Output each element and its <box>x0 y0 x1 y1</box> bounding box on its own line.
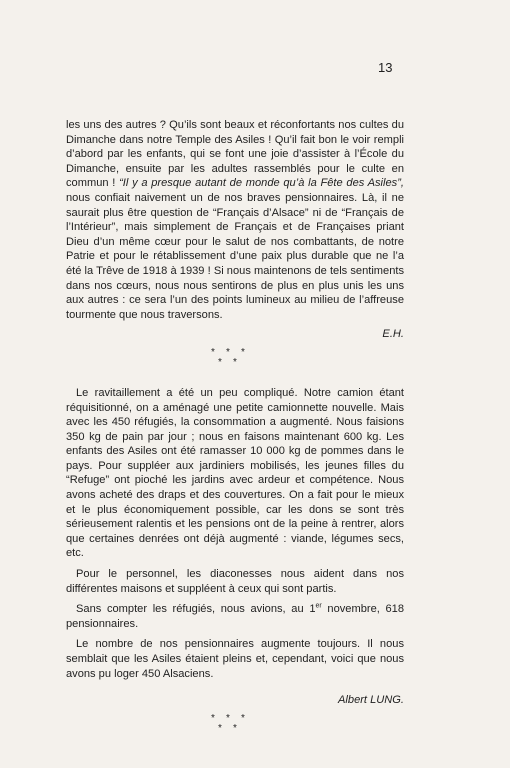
quote-fete-des-asiles: “Il y a presque autant de monde qu’à la Fête des Asiles”, <box>119 177 404 190</box>
paragraph-pensionnaires-start: Sans compter les réfugiés, nous avions, au 1 <box>76 603 316 616</box>
star-icon: * <box>226 712 230 724</box>
star-separator-1 <box>66 344 404 374</box>
ordinal-superscript: er <box>315 602 322 610</box>
star-icon: * <box>211 346 215 358</box>
signature-eh: E.H. <box>382 328 404 341</box>
star-icon: * <box>218 356 222 368</box>
star-icon: * <box>218 722 222 734</box>
paragraph-cultes-start: les uns des autres ? Qu’ils sont beaux et réconfortants nos cultes du Dimanche dans notre Temple des Asiles ! Qu’il fait bon le voir rempli d’abord par les enfants, qui se font une joie d’assister à l’École du Dimanche, ensuite par les adultes rassemblés pour le culte en commun ! <box>66 119 404 190</box>
star-icon: * <box>241 346 245 358</box>
star-icon: * <box>241 712 245 724</box>
paragraph-personnel: Pour le personnel, les diaconesses nous aident dans nos différentes maisons et suppléent à ceux qui sont partis. <box>66 568 404 595</box>
star-icon: * <box>233 356 237 368</box>
paragraph-ravitaillement: Le ravitaillement a été un peu compliqué. Notre camion étant réquisitionné, on a aménagé une petite camionnette nouvelle. Mais avec les 450 réfugiés, la consommation a augmenté. Nous faisions 350 kg de pain par jour ; nous en faisons maintenant 600 kg. Les enfants des Asiles ont été ramasser 10 000 kg de pommes dans le pays. Pour suppléer aux jardiniers mobilisés, les jeunes filles du “Refuge” ont pioché les jardins avec ardeur et compétence. Nous avons acheté des draps et des couvertures. On a fait pour le mieux et le plus économiquement possible, car les dons se sont très sérieusement ralentis et les pensions ont de la peine à rentrer, alors que certaines denrées ont déjà augmenté : viande, légumes secs, etc. <box>66 386 404 560</box>
paragraph-pensionnaires-count <box>66 602 404 631</box>
paragraph-cultes <box>66 118 404 322</box>
star-icon: * <box>233 722 237 734</box>
document-body <box>66 118 404 752</box>
paragraph-pensionnaires-end: novembre, 618 pensionnaires. <box>66 603 404 630</box>
paragraph-cultes-end: nous confiait naivement un de nos braves pensionnaires. Là, il ne saurait plus être question de “Français d’Alsace” ni de “Français de l’Intérieur”, mais simplement de Français et de Françaises priant Dieu d’un même cœur pour le salut de nos combattants, de notre Patrie et pour le rétablissement d’une paix plus durable que ne l’a été la Trêve de 1918 à 1939 ! Si nous maintenons de tels sentiments dans nos cœurs, nous nous sentirons de plus en plus unis les uns aux autres : ce sera l’un des points lumineux au milieu de l’affreuse tourmente que nous traversons. <box>66 191 404 321</box>
star-icon: * <box>226 346 230 358</box>
page-number: 13 <box>378 60 393 75</box>
star-separator-2 <box>66 710 404 740</box>
paragraph-alsaciens: Le nombre de nos pensionnaires augmente toujours. Il nous semblait que les Asiles étaient pleins et, cependant, voici que nous avons pu loger 450 Alsaciens. <box>66 638 404 680</box>
star-icon: * <box>211 712 215 724</box>
signature-albert-lung: Albert LUNG. <box>338 694 404 707</box>
